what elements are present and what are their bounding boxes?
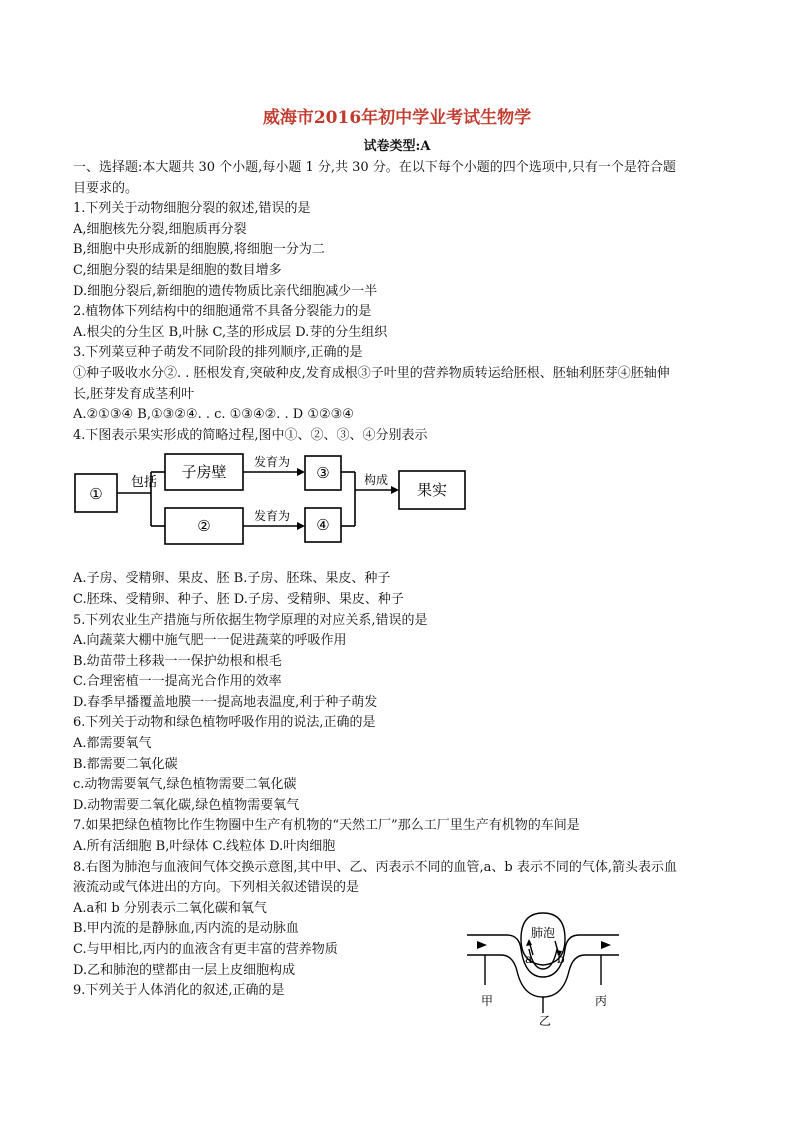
text-line: 一、选择题:本大题共 30 个小题,每小题 1 分,共 30 分。在以下每个小题的四个选项中,只有一个是符合题 <box>73 160 676 175</box>
label-vessel-bing: 丙 <box>595 994 608 1008</box>
option-line: B.甲内流的是静脉血,丙内流的是动脉血 <box>73 921 299 937</box>
label-vessel-yi: 乙 <box>539 1014 552 1028</box>
option-line: A.子房、受精卵、果皮、胚 B.子房、胚珠、果皮、种子 <box>73 571 391 587</box>
label-include: 包括 <box>131 475 158 491</box>
question-2: 2.植物体下列结构中的细胞通常不具备分裂能力的是 <box>73 304 372 320</box>
question-5: 5.下列农业生产措施与所依据生物学原理的对应关系,错误的是 <box>73 612 428 628</box>
text-line: 液流动或气体进出的方向。下列相关叙述错误的是 <box>73 880 360 896</box>
label-circle-4: ④ <box>316 516 330 535</box>
question-3: 3.下列菜豆种子萌发不同阶段的排列顺序,正确的是 <box>73 345 363 361</box>
text-line: ①种子吸收水分②. . 胚根发育,突破种皮,发育成根③子叶里的营养物质转运给胚根、胚轴利胚芽④胚轴伸 <box>73 365 670 381</box>
label-form: 构成 <box>363 473 389 488</box>
label-gas-b: b <box>557 952 565 966</box>
label-circle-2: ② <box>197 517 211 536</box>
option-line: B.都需要二氧化碳 <box>73 756 178 772</box>
option-line: A,细胞核先分裂,细胞质再分裂 <box>73 221 247 237</box>
exam-type: 试卷类型:A <box>363 139 431 154</box>
label-gas-a: a <box>525 952 533 966</box>
option-line: C.与甲相比,丙内的血液含有更丰富的营养物质 <box>73 942 338 957</box>
option-line: A.向蔬菜大棚中施气肥一一促进蔬菜的呼吸作用 <box>73 633 347 649</box>
label-develop-top: 发育为 <box>253 455 291 470</box>
option-line: D.乙和肺泡的壁都由一层上皮细胞构成 <box>73 962 296 978</box>
option-line: C,细胞分裂的结果是细胞的数目增多 <box>73 262 282 278</box>
question-1: 1.下列关于动物细胞分裂的叙述,错误的是 <box>73 201 311 217</box>
option-line: B,细胞中央形成新的细胞膜,将细胞一分为二 <box>73 242 325 258</box>
question-6: 6.下列关于动物和绿色植物呼吸作用的说法,正确的是 <box>73 715 376 731</box>
question-4: 4.下图表示果实形成的简略过程,图中①、②、③、④分别表示 <box>73 427 428 443</box>
option-line: D.动物需要二氧化碳,绿色植物需要氧气 <box>73 797 300 813</box>
text-line: 目要求的。 <box>73 180 139 196</box>
alveolus-gas-exchange-diagram <box>463 893 623 1028</box>
option-line: C.合理密植一一提高光合作用的效率 <box>73 674 282 690</box>
option-line: B.幼苗带土移栽一一保护幼根和根毛 <box>73 653 282 669</box>
exam-body <box>73 158 733 1002</box>
option-line: A.根尖的分生区 B,叶脉 C,茎的形成层 D.芽的分生组织 <box>73 324 388 340</box>
option-line: D.春季早播覆盖地膜一一提高地表温度,利于种子萌发 <box>73 694 378 710</box>
label-circle-1: ① <box>89 485 103 504</box>
label-ovary-wall: 子房壁 <box>181 463 227 482</box>
label-develop-bottom: 发育为 <box>253 509 291 524</box>
fruit-formation-diagram <box>73 446 493 569</box>
text-line: 长,胚芽发育成茎利叶 <box>73 386 195 402</box>
label-fruit: 果实 <box>416 481 448 500</box>
question-8: 8.右图为肺泡与血液间气体交换示意图,其中甲、乙、丙表示不同的血管,a、b 表示不同的气体,箭头表示血 <box>73 859 678 875</box>
label-circle-3: ③ <box>316 464 330 483</box>
option-line: A.所有活细胞 B,叶绿体 C.线粒体 D.叶肉细胞 <box>73 839 336 855</box>
label-alveolus: 肺泡 <box>530 926 556 940</box>
option-line: D.细胞分裂后,新细胞的遗传物质比亲代细胞减少一半 <box>73 283 378 299</box>
label-vessel-jia: 甲 <box>481 994 494 1008</box>
option-line: A.a和 b 分别表示二氧化碳和氧气 <box>73 900 267 916</box>
option-line: A.都需要氧气 <box>73 736 152 752</box>
option-line: c.动物需要氧气,绿色植物需要二氧化碳 <box>73 777 297 793</box>
question-9: 9.下列关于人体消化的叙述,正确的是 <box>73 983 285 999</box>
option-line: C.胚珠、受精卵、种子、胚 D.子房、受精卵、果皮、种子 <box>73 591 404 607</box>
option-line: A.②①③④ B,①③②④. . c. ①③④②. . D ①②③④ <box>73 407 354 423</box>
exam-title: 威海市2016年初中学业考试生物学 <box>262 108 532 128</box>
question-7: 7.如果把绿色植物比作生物圈中生产有机物的“天然工厂”那么工厂里生产有机物的车间是 <box>73 818 580 834</box>
